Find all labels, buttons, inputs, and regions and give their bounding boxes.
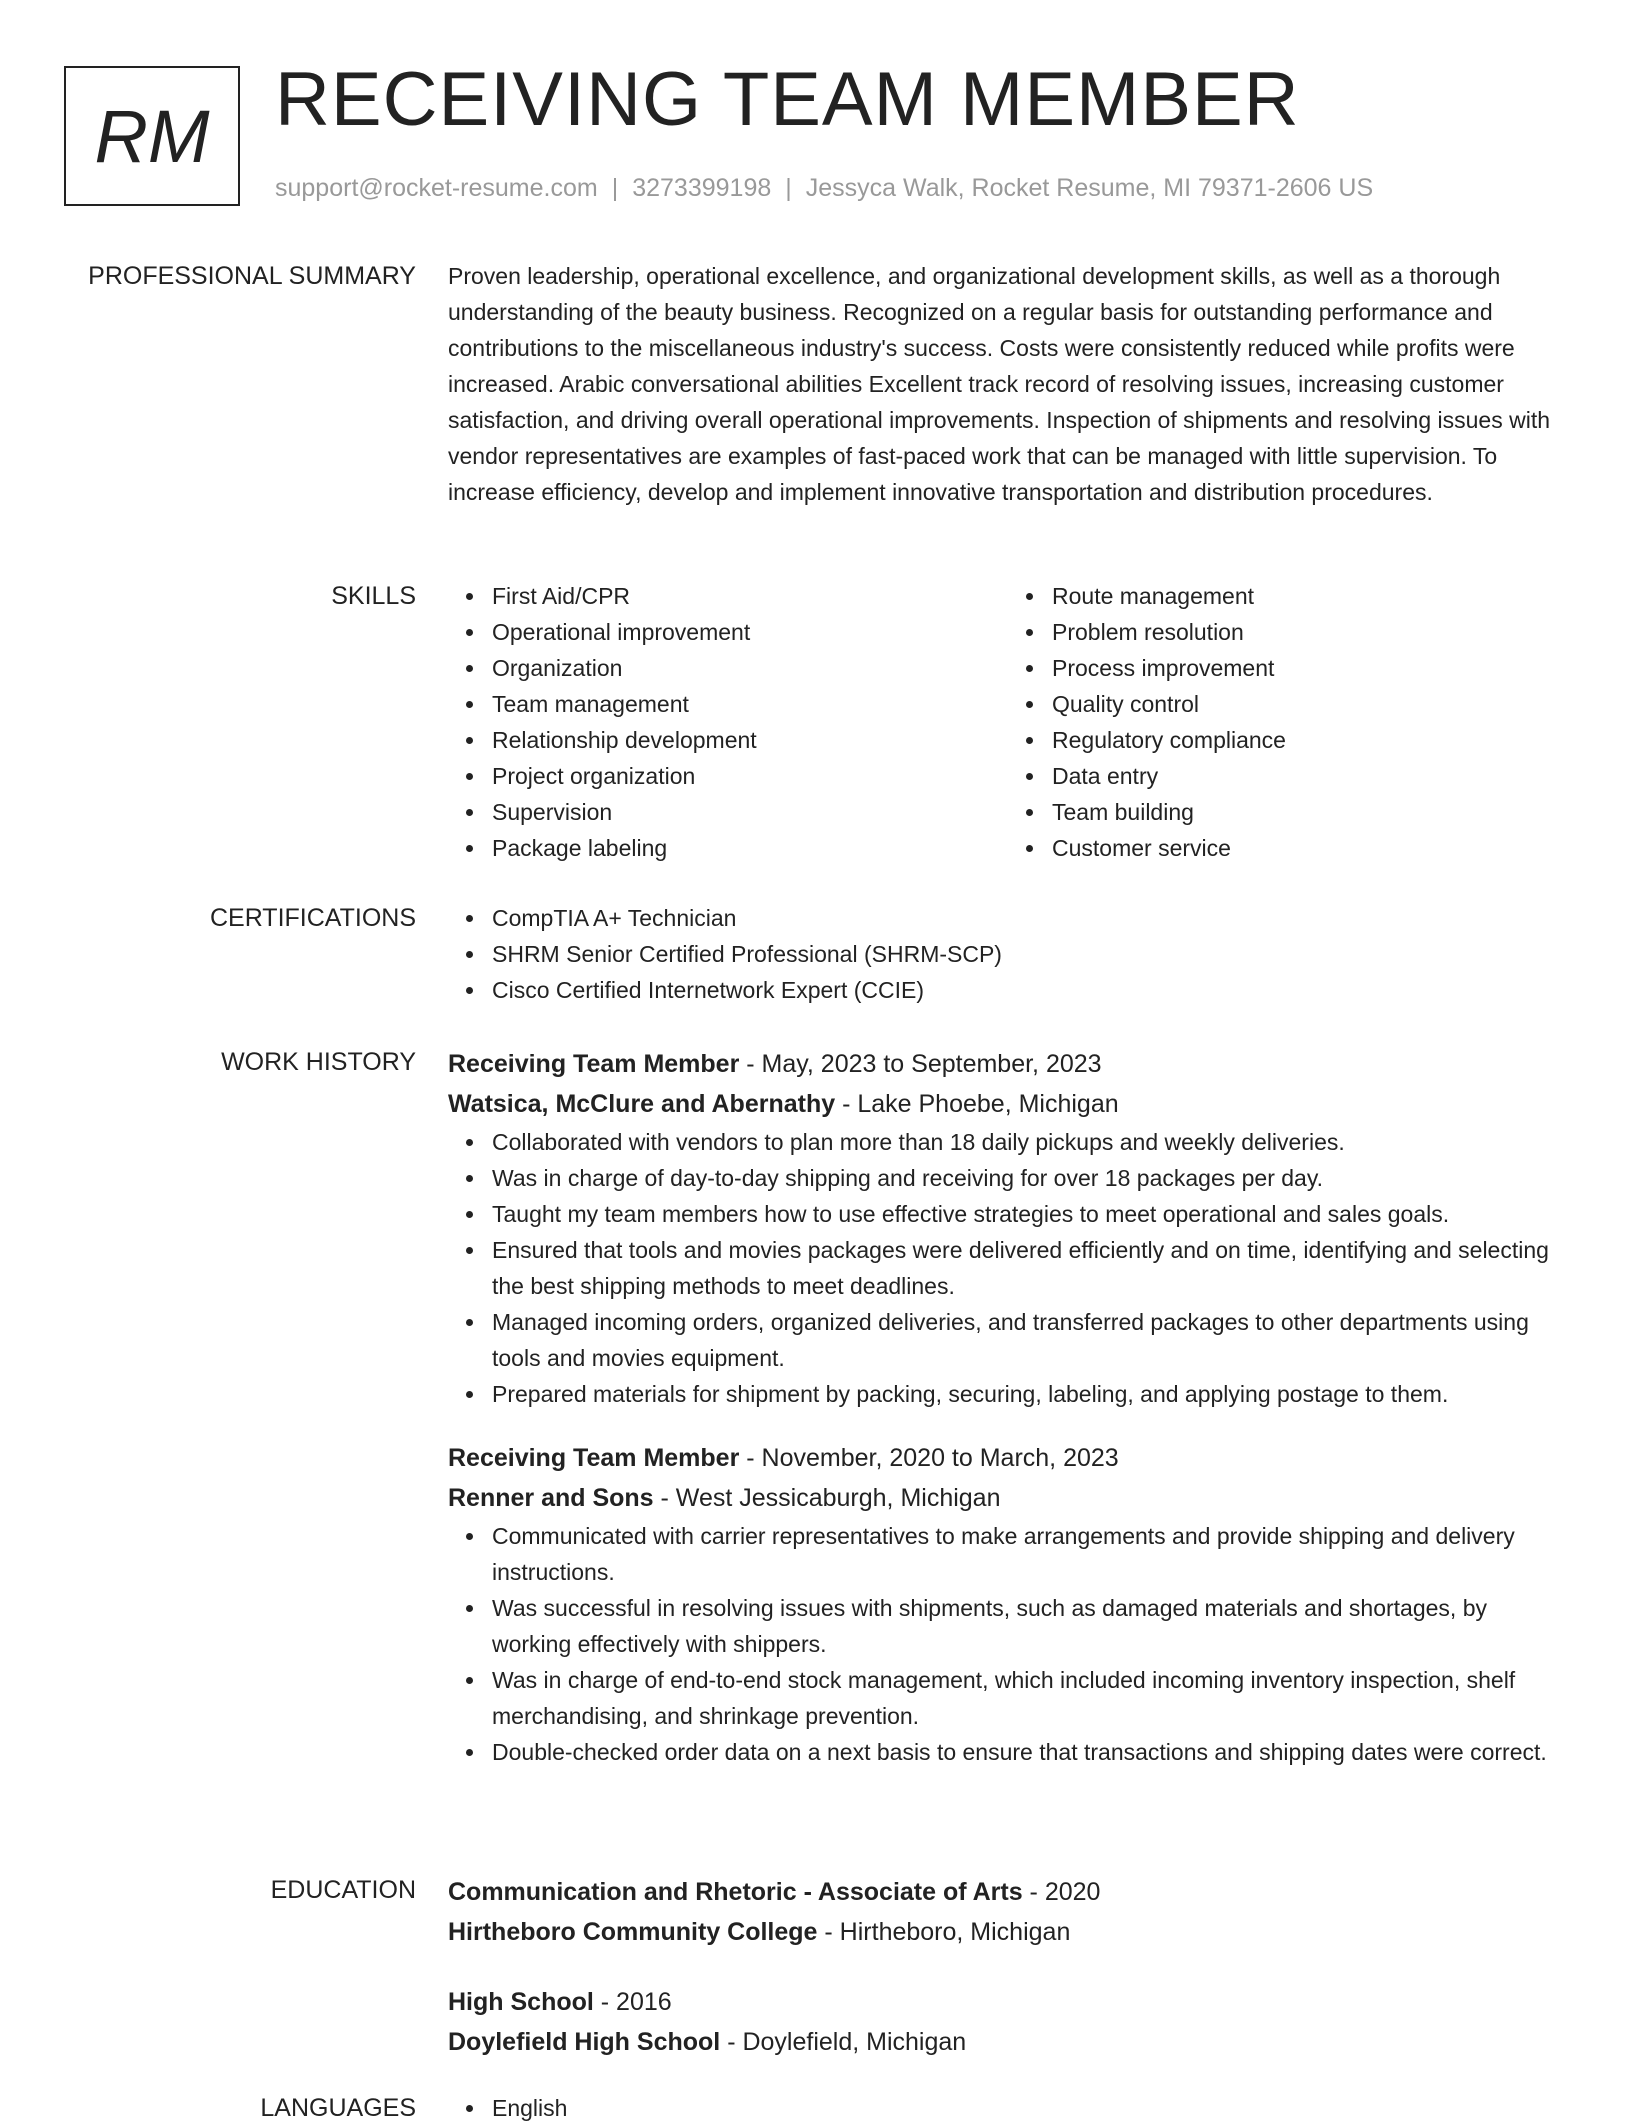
job-entry (448, 1438, 1568, 1770)
skills-list (448, 578, 1568, 866)
language-item: English (492, 2090, 1568, 2126)
skill-item: Customer service (1052, 830, 1568, 866)
section-label-skills: SKILLS (331, 582, 416, 610)
job-bullets (448, 1518, 1568, 1770)
job-bullet: Taught my team members how to use effective strategies to meet operational and sales goals. (492, 1196, 1568, 1232)
education-degree-line (448, 1982, 1568, 2022)
skill-item: Team building (1052, 794, 1568, 830)
education-year: - 2020 (1022, 1878, 1101, 1906)
skill-item: Relationship development (492, 722, 1008, 758)
monogram-initials: RM (64, 66, 240, 206)
skill-item: Supervision (492, 794, 1008, 830)
job-company: Watsica, McClure and Abernathy (448, 1090, 836, 1118)
job-bullet: Managed incoming orders, organized deliveries, and transferred packages to other departments using tools and movies equipment. (492, 1304, 1568, 1376)
job-company-line (448, 1478, 1568, 1518)
job-location: - Lake Phoebe, Michigan (835, 1090, 1119, 1118)
section-label-work-history: WORK HISTORY (221, 1048, 416, 1076)
job-bullet: Ensured that tools and movies packages were delivered efficiently and on time, identifying and selecting the best shipping methods to meet deadlines. (492, 1232, 1568, 1304)
job-title-line (448, 1438, 1568, 1478)
skill-item: Data entry (1052, 758, 1568, 794)
contact-line (275, 174, 1373, 203)
education-entry (448, 1872, 1568, 1952)
education-degree: High School (448, 1988, 594, 2016)
skill-item: First Aid/CPR (492, 578, 1008, 614)
contact-phone: 3273399198 (632, 174, 772, 202)
skill-item: Quality control (1052, 686, 1568, 722)
education-school-line (448, 2022, 1568, 2062)
job-entry (448, 1044, 1568, 1412)
contact-separator: | (611, 174, 619, 202)
certifications-list (448, 900, 1568, 1008)
education-entry (448, 1982, 1568, 2062)
job-bullet: Communicated with carrier representatives to make arrangements and provide shipping and delivery instructions. (492, 1518, 1568, 1590)
languages-list (448, 2090, 1568, 2126)
job-dates: - November, 2020 to March, 2023 (739, 1444, 1119, 1472)
education-school-line (448, 1912, 1568, 1952)
certification-item: SHRM Senior Certified Professional (SHRM-SCP) (492, 936, 1568, 972)
skill-item: Organization (492, 650, 1008, 686)
skill-item: Route management (1052, 578, 1568, 614)
job-company-line (448, 1084, 1568, 1124)
contact-address: Jessyca Walk, Rocket Resume, MI 79371-2606 US (805, 174, 1374, 202)
job-bullet: Was in charge of day-to-day shipping and receiving for over 18 packages per day. (492, 1160, 1568, 1196)
skill-item: Project organization (492, 758, 1008, 794)
job-bullet: Double-checked order data on a next basis to ensure that transactions and shipping dates were correct. (492, 1734, 1568, 1770)
resume-title: RECEIVING TEAM MEMBER (275, 57, 1300, 142)
skill-item: Process improvement (1052, 650, 1568, 686)
section-label-education: EDUCATION (270, 1876, 416, 1904)
skill-item: Package labeling (492, 830, 1008, 866)
work-history-body (448, 1044, 1568, 1770)
job-title: Receiving Team Member (448, 1444, 740, 1472)
job-title: Receiving Team Member (448, 1050, 740, 1078)
contact-email: support@rocket-resume.com (275, 174, 598, 202)
job-company: Renner and Sons (448, 1484, 654, 1512)
skill-item: Problem resolution (1052, 614, 1568, 650)
job-bullet: Was successful in resolving issues with shipments, such as damaged materials and shortages, by working effectively with shippers. (492, 1590, 1568, 1662)
certification-item: Cisco Certified Internetwork Expert (CCIE) (492, 972, 1568, 1008)
contact-separator: | (785, 174, 792, 202)
section-label-summary: PROFESSIONAL SUMMARY (88, 262, 416, 290)
education-school: Hirtheboro Community College (448, 1918, 818, 1946)
job-bullet: Collaborated with vendors to plan more than 18 daily pickups and weekly deliveries. (492, 1124, 1568, 1160)
skill-item: Regulatory compliance (1052, 722, 1568, 758)
skills-column-2 (1008, 578, 1568, 866)
summary-text: Proven leadership, operational excellence, and organizational development skills, as well as a thorough understanding of the beauty business. Recognized on a regular basis for outstanding performance and contributions to the miscellaneous industry's success. Costs were consistently reduced while profits were increased. Arabic conversational abilities Excellent track record of resolving issues, increasing customer satisfaction, and driving overall operational improvements. Inspection of shipments and resolving issues with vendor representatives are examples of fast-paced work that can be managed with little supervision. To increase efficiency, develop and implement innovative transportation and distribution procedures. (448, 263, 1551, 505)
education-degree: Communication and Rhetoric - Associate of Arts (448, 1878, 1023, 1906)
section-label-languages: LANGUAGES (260, 2094, 416, 2122)
job-bullets (448, 1124, 1568, 1412)
job-location: - West Jessicaburgh, Michigan (653, 1484, 1001, 1512)
education-school: Doylefield High School (448, 2028, 721, 2056)
education-location: - Doylefield, Michigan (720, 2028, 967, 2056)
skill-item: Operational improvement (492, 614, 1008, 650)
certification-item: CompTIA A+ Technician (492, 900, 1568, 936)
section-label-certifications: CERTIFICATIONS (209, 904, 416, 932)
education-location: - Hirtheboro, Michigan (817, 1918, 1071, 1946)
skills-column-1 (448, 578, 1008, 866)
job-dates: - May, 2023 to September, 2023 (739, 1050, 1102, 1078)
education-body (448, 1872, 1568, 2062)
skill-item: Team management (492, 686, 1008, 722)
education-year: - 2016 (593, 1988, 672, 2016)
education-degree-line (448, 1872, 1568, 1912)
job-title-line (448, 1044, 1568, 1084)
job-bullet: Prepared materials for shipment by packing, securing, labeling, and applying postage to them. (492, 1376, 1568, 1412)
job-bullet: Was in charge of end-to-end stock management, which included incoming inventory inspection, shelf merchandising, and shrinkage prevention. (492, 1662, 1568, 1734)
